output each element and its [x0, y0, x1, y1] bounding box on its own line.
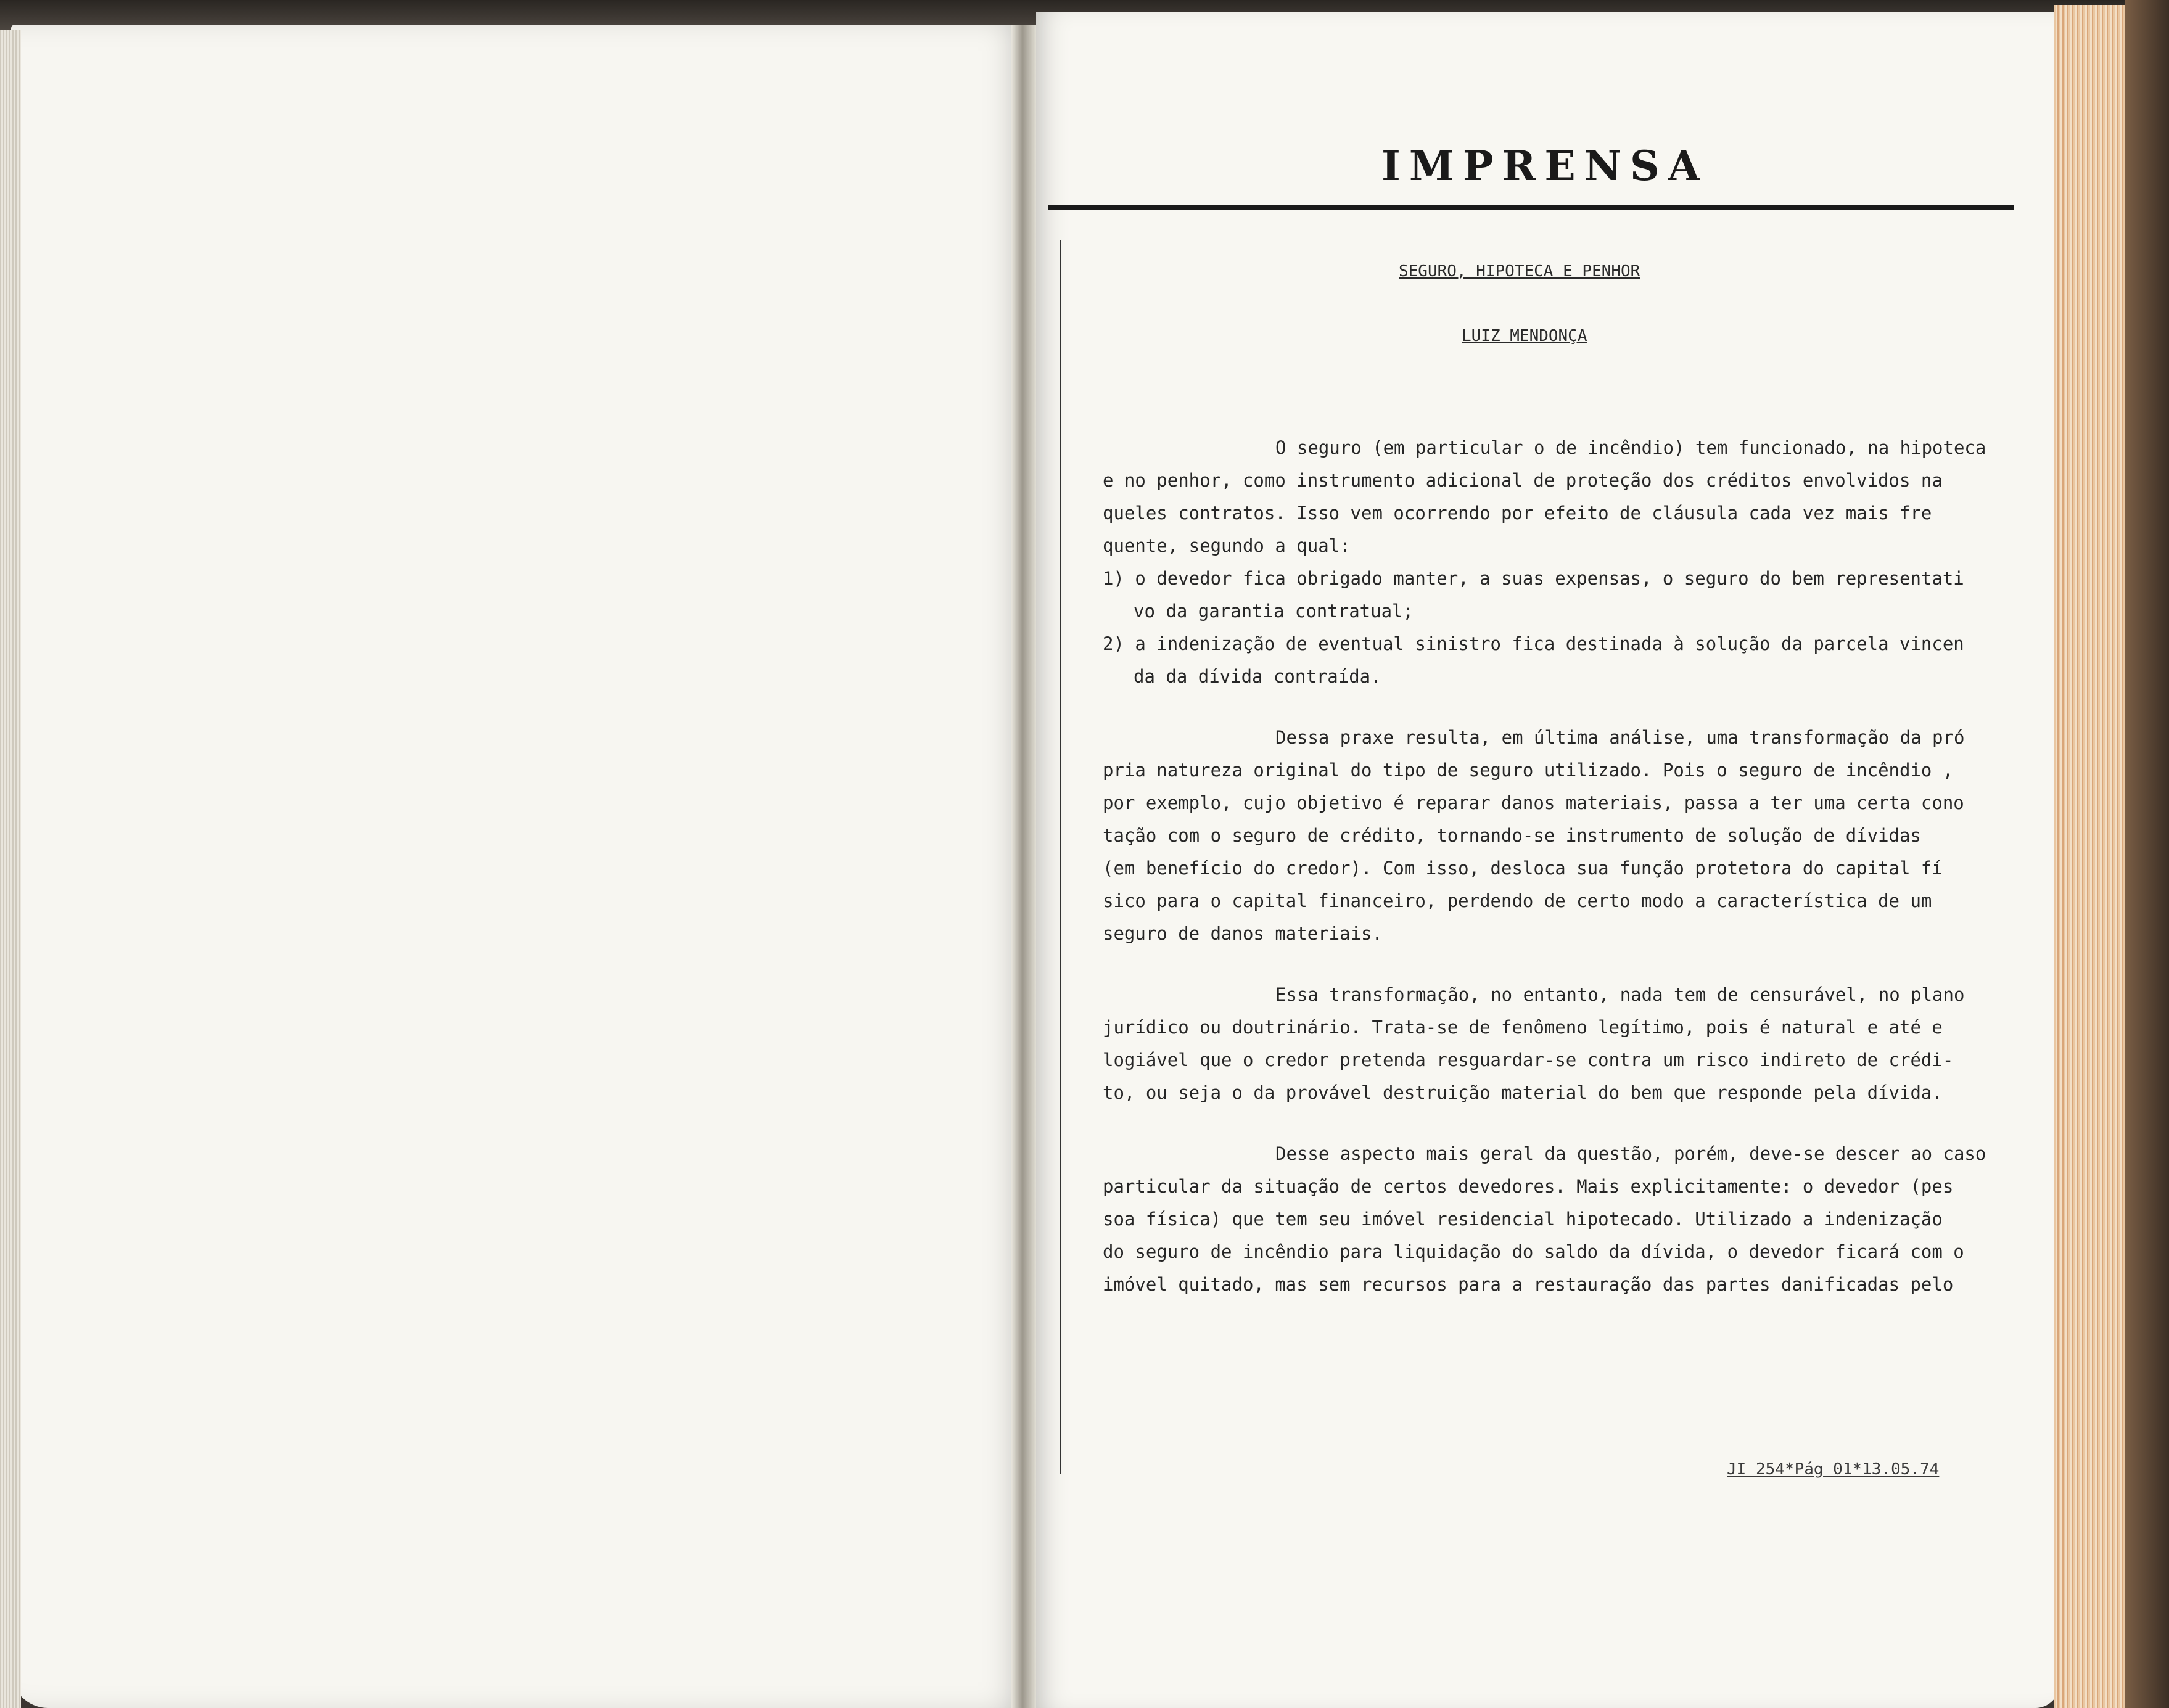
text-line: soa física) que tem seu imóvel residencial hipotecado. Utilizado a indenização: [1103, 1209, 1943, 1230]
text-line: O seguro (em particular o de incêndio) tem funcionado, na hipoteca: [1275, 437, 1986, 458]
text-line: queles contratos. Isso vem ocorrendo por efeito de cláusula cada vez mais fre: [1103, 503, 1932, 523]
article-body: [1103, 432, 1986, 1301]
paragraph-1: [1103, 432, 1986, 562]
text-line: particular da situação de certos devedores. Mais explicitamente: o devedor (pes: [1103, 1176, 1954, 1197]
text-line: Essa transformação, no entanto, nada tem de censurável, no plano: [1275, 984, 1965, 1005]
book-gutter: [1011, 25, 1036, 1708]
paragraph-3: [1103, 979, 1969, 1109]
text-line: Dessa praxe resulta, em última análise, uma transformação da pró: [1275, 727, 1965, 748]
text-line: (em benefício do credor). Com isso, desloca sua função protetora do capital fí: [1103, 858, 1943, 879]
text-line: quente, segundo a qual:: [1103, 535, 1351, 556]
text-line: Desse aspecto mais geral da questão, porém, deve-se descer ao caso: [1275, 1143, 1986, 1164]
page-footer-reference: JI 254*Pág 01*13.05.74: [1727, 1460, 1940, 1479]
text-line: 2) a indenização de eventual sinistro fica destinada à solução da parcela vincen: [1103, 633, 1964, 654]
article-author: LUIZ MENDONÇA: [1462, 327, 1587, 345]
text-line: do seguro de incêndio para liquidação do saldo da dívida, o devedor ficará com o: [1103, 1241, 1964, 1262]
left-blank-page: [11, 25, 1029, 1708]
header-rule: [1048, 205, 2014, 210]
text-line: 1) o devedor fica obrigado manter, a suas expensas, o seguro do bem representati: [1103, 568, 1964, 589]
paragraph-4: [1103, 1138, 1986, 1301]
text-line: vo da garantia contratual;: [1134, 601, 1414, 622]
book-cover-edge: [2125, 0, 2169, 1708]
text-line: tação com o seguro de crédito, tornando-se instrumento de solução de dívidas: [1103, 825, 1921, 846]
list-item-2: [1103, 628, 1969, 693]
text-line: e no penhor, como instrumento adicional de proteção dos créditos envolvidos na: [1103, 470, 1943, 491]
margin-rule: [1060, 240, 1061, 1474]
list-item-1: [1103, 562, 1969, 628]
text-line: to, ou seja o da provável destruição material do bem que responde pela dívida.: [1103, 1082, 1943, 1103]
text-line: logiável que o credor pretenda resguardar-se contra um risco indireto de crédi-: [1103, 1049, 1954, 1070]
left-page-edges: [0, 30, 21, 1708]
text-line: pria natureza original do tipo de seguro utilizado. Pois o seguro de incêndio ,: [1103, 760, 1954, 781]
text-line: jurídico ou doutrinário. Trata-se de fenômeno legítimo, pois é natural e até e: [1103, 1017, 1943, 1038]
text-line: imóvel quitado, mas sem recursos para a restauração das partes danificadas pelo: [1103, 1274, 1954, 1295]
paragraph-2: [1103, 721, 1969, 950]
section-header-title: IMPRENSA: [1381, 142, 1708, 190]
text-line: por exemplo, cujo objetivo é reparar danos materiais, passa a ter uma certa cono: [1103, 792, 1964, 813]
article-title: SEGURO, HIPOTECA E PENHOR: [1399, 262, 1640, 281]
text-line: seguro de danos materiais.: [1103, 923, 1383, 944]
text-line: sico para o capital financeiro, perdendo de certo modo a característica de um: [1103, 890, 1932, 911]
text-line: da da dívida contraída.: [1134, 666, 1381, 687]
